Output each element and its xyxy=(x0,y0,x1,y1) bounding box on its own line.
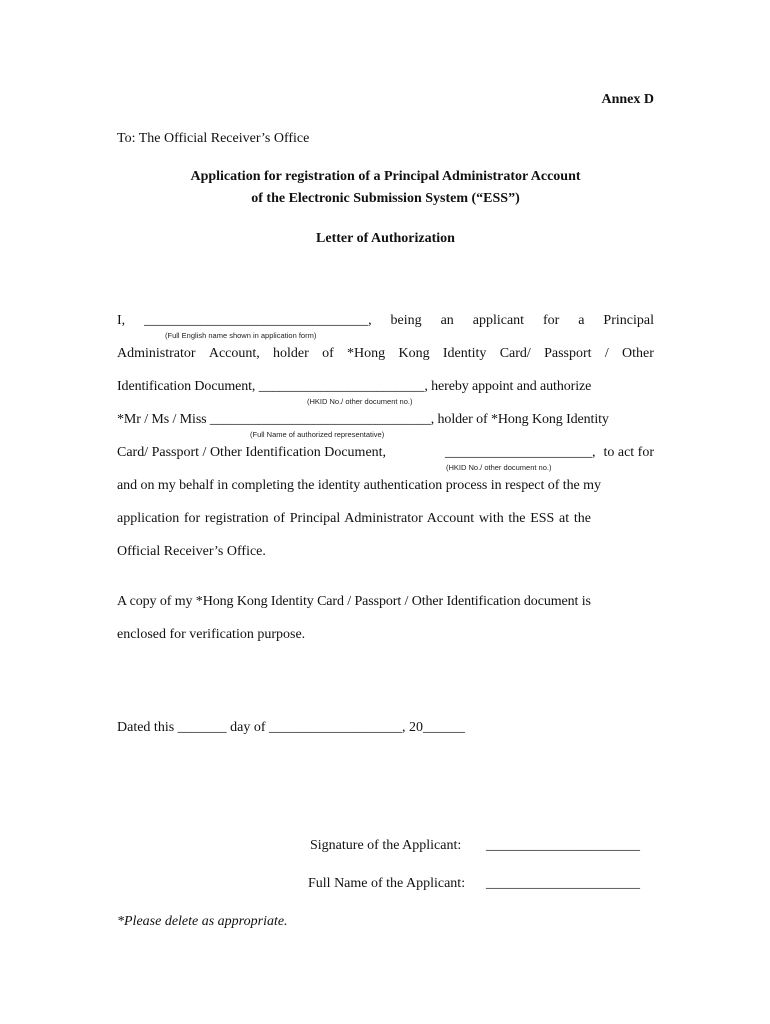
body-line-3: Identification Document, ________________________, hereby appoint and authorize xyxy=(117,379,592,394)
recipient-line: To: The Official Receiver’s Office xyxy=(117,131,310,146)
body-word: Administrator xyxy=(117,346,196,361)
body-text: Card/ Passport / Other Identification Document, xyxy=(117,445,387,460)
body-line-5 xyxy=(117,444,654,462)
body-word: Kong xyxy=(398,346,430,361)
annex-label: Annex D xyxy=(601,92,654,107)
body-line-6: and on my behalf in completing the identity authentication process in respect of the my xyxy=(117,478,601,493)
body-word: being xyxy=(390,313,422,328)
body-text: to act for xyxy=(603,445,654,460)
body-word: for xyxy=(543,313,560,328)
document-title-line-2: of the Electronic Submission System (“ESS”) xyxy=(251,191,520,206)
body-line-2 xyxy=(117,345,654,363)
hkid-note-1: (HKID No./ other document no.) xyxy=(307,397,413,406)
body-word: Principal xyxy=(603,313,654,328)
body-line-7: application for registration of Principal Administrator Account with the ESS at the xyxy=(117,511,591,526)
footnote: *Please delete as appropriate. xyxy=(117,914,288,929)
document-subtitle: Letter of Authorization xyxy=(316,231,455,246)
body-word: an xyxy=(440,313,454,328)
full-name-blank: ________________________________, xyxy=(144,313,372,328)
body-line-4: *Mr / Ms / Miss ________________________________, holder of *Hong Kong Identity xyxy=(117,412,609,427)
representative-name-note: (Full Name of authorized representative) xyxy=(250,430,385,439)
body-word: applicant xyxy=(472,313,525,328)
signature-label: Signature of the Applicant: xyxy=(310,838,462,853)
body-word: holder xyxy=(273,346,309,361)
copy-enclosed-line-1: A copy of my *Hong Kong Identity Card / Passport / Other Identification document is xyxy=(117,594,591,609)
document-title-line-1: Application for registration of a Principal Administrator Account xyxy=(190,169,581,184)
copy-enclosed-line-2: enclosed for verification purpose. xyxy=(117,627,306,642)
body-word: / xyxy=(604,346,609,361)
body-word: Other xyxy=(621,346,654,361)
body-line-8: Official Receiver’s Office. xyxy=(117,544,266,559)
signature-blank: ______________________ xyxy=(486,838,640,853)
body-word: a xyxy=(578,313,585,328)
body-line-1 xyxy=(117,312,654,330)
body-word: Account, xyxy=(208,346,260,361)
body-word: Identity xyxy=(442,346,487,361)
full-name-applicant-blank: ______________________ xyxy=(486,876,640,891)
body-word: I, xyxy=(117,313,126,328)
full-name-note: (Full English name shown in application form) xyxy=(165,331,317,340)
body-word: *Hong xyxy=(347,346,386,361)
dated-line: Dated this _______ day of ___________________, 20______ xyxy=(117,720,466,735)
hkid-blank: _____________________, xyxy=(444,445,596,460)
full-name-label: Full Name of the Applicant: xyxy=(308,876,466,891)
body-word: Card/ xyxy=(499,346,531,361)
hkid-note-2: (HKID No./ other document no.) xyxy=(446,463,552,472)
body-word: of xyxy=(322,346,334,361)
body-word: Passport xyxy=(544,346,592,361)
